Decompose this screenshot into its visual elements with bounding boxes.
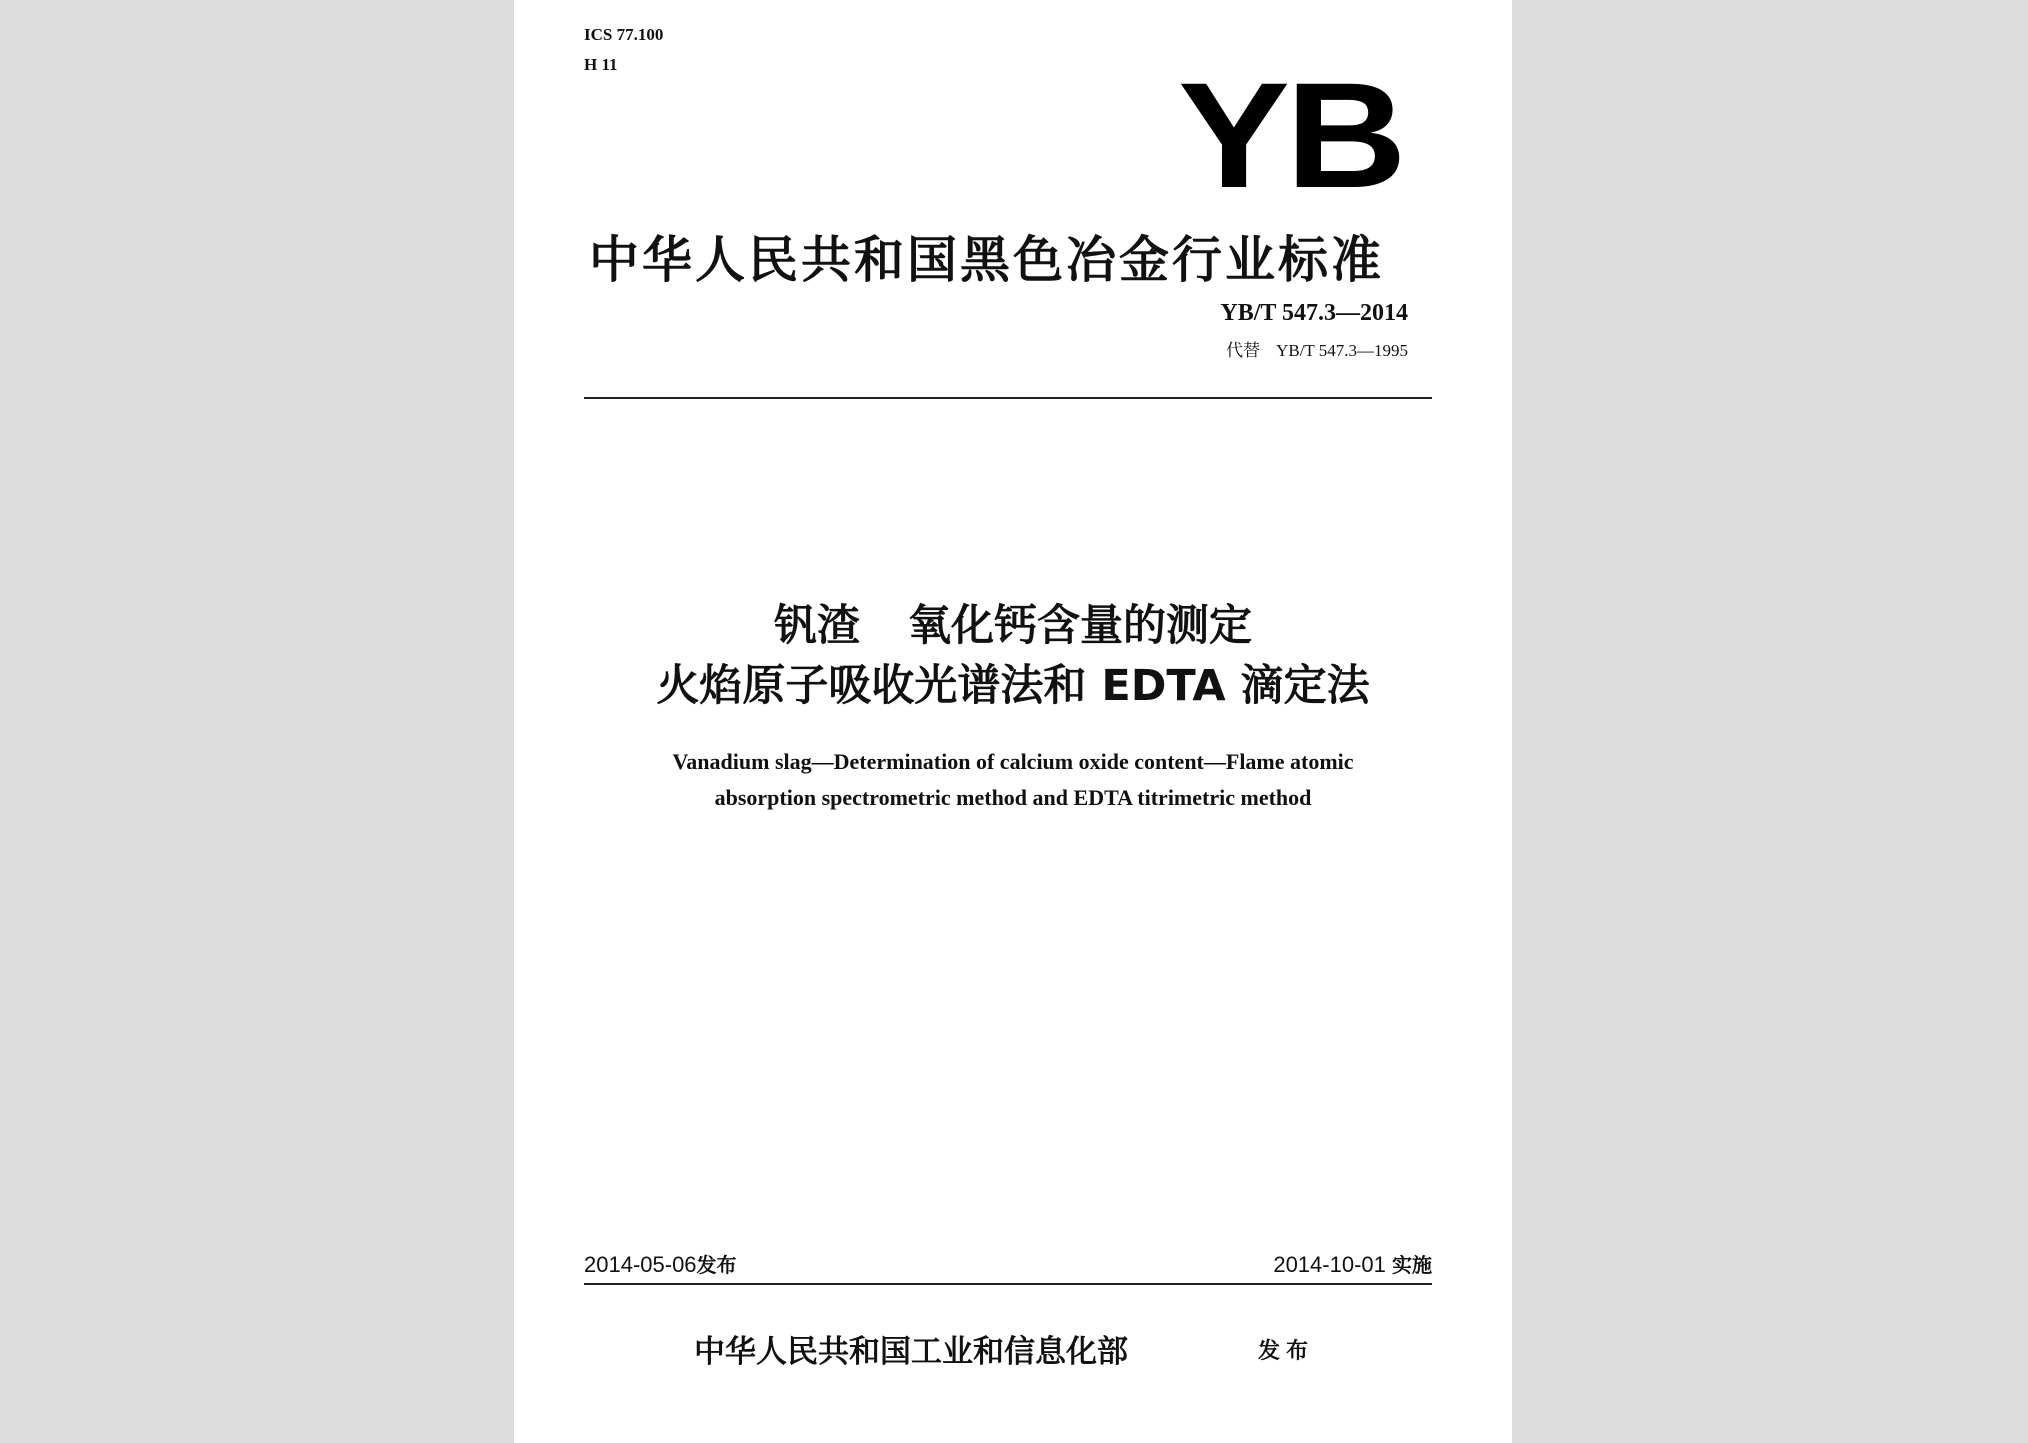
implementation-date-value: 2014-10-01 (1273, 1252, 1386, 1277)
issue-date (584, 1249, 737, 1278)
ics-code: ICS 77.100 (584, 25, 664, 44)
issue-date-label: 发布 (696, 1253, 737, 1277)
english-title (514, 744, 1512, 816)
standard-number: YB/T 547.3—2014 (1220, 300, 1408, 326)
chinese-title (514, 596, 1512, 716)
implementation-date-label: 实施 (1392, 1253, 1432, 1277)
standard-title: 中华人民共和国黑色冶金行业标准 (589, 231, 1384, 289)
yb-logo: YB (1177, 51, 1402, 219)
issue-date-value: 2014-05-06 (584, 1252, 697, 1277)
document-page (514, 0, 1512, 1443)
replaces-line (1226, 336, 1408, 361)
publisher-name: 中华人民共和国工业和信息化部 (694, 1334, 1128, 1370)
chinese-title-line-2: 火焰原子吸收光谱法和 EDTA 滴定法 (656, 661, 1370, 711)
chinese-title-topic: 氧化钙含量的测定 (908, 601, 1252, 651)
implementation-date (1273, 1249, 1432, 1278)
replaces-label: 代替 (1226, 341, 1261, 361)
classification-codes (584, 20, 663, 80)
chinese-title-line-1 (514, 596, 1512, 656)
header-divider (584, 397, 1432, 399)
ccs-code: H 11 (584, 55, 618, 74)
english-title-line-1: Vanadium slag—Determination of calcium oxide content—Flame atomic (672, 749, 1354, 774)
publish-label: 发布 (1258, 1339, 1315, 1364)
chinese-title-subject: 钒渣 (774, 601, 860, 651)
replaces-number: YB/T 547.3—1995 (1276, 341, 1408, 360)
footer-divider (584, 1283, 1432, 1285)
english-title-line-2: absorption spectrometric method and EDTA titrimetric method (714, 785, 1312, 810)
